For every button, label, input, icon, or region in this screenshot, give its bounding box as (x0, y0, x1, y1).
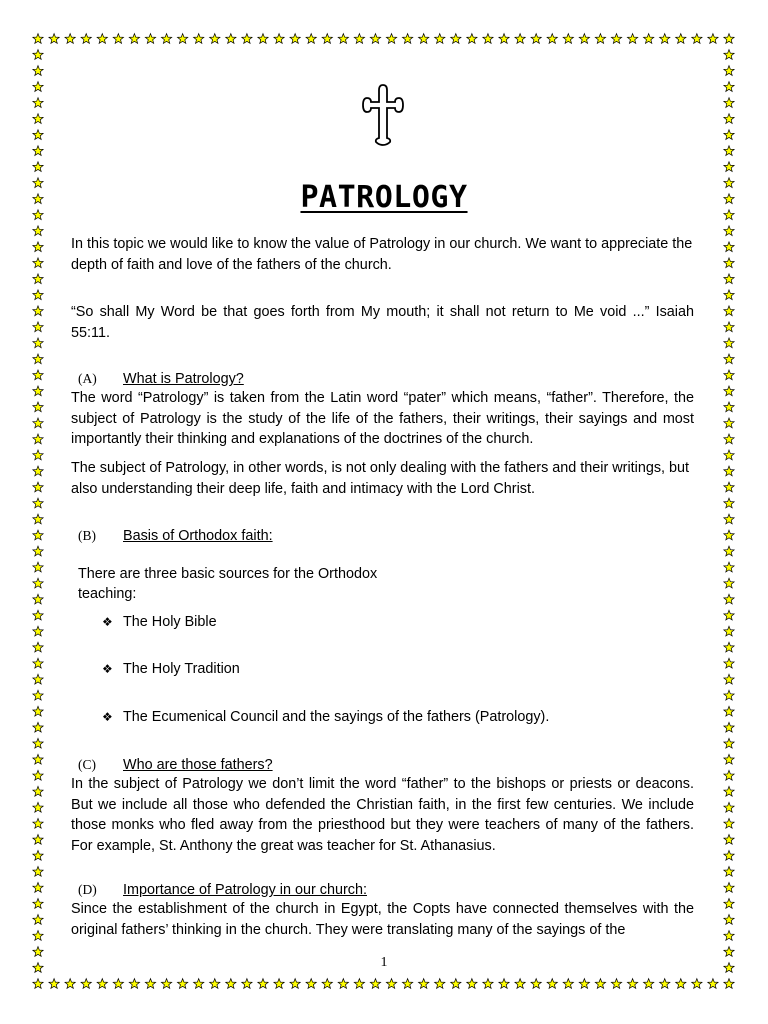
star-icon (499, 34, 509, 44)
star-icon (81, 979, 91, 989)
star-icon (338, 979, 348, 989)
star-icon (724, 915, 734, 925)
star-icon (419, 979, 429, 989)
star-icon (33, 322, 43, 332)
star-icon (290, 34, 300, 44)
star-icon (33, 290, 43, 300)
star-icon (708, 979, 718, 989)
star-icon (49, 34, 59, 44)
star-icon (676, 979, 686, 989)
star-icon (33, 738, 43, 748)
star-icon (65, 34, 75, 44)
star-icon (451, 34, 461, 44)
star-icon (611, 979, 621, 989)
diamond-bullet-icon: ❖ (102, 615, 113, 629)
star-icon (33, 450, 43, 460)
star-icon (33, 770, 43, 780)
star-icon (660, 979, 670, 989)
star-icon (226, 34, 236, 44)
star-icon (724, 786, 734, 796)
star-icon (724, 979, 734, 989)
star-icon (402, 979, 412, 989)
section-a-heading (78, 371, 244, 387)
star-icon (515, 34, 525, 44)
star-icon (258, 34, 268, 44)
star-icon (676, 34, 686, 44)
star-icon (33, 802, 43, 812)
star-icon (724, 466, 734, 476)
star-icon (33, 915, 43, 925)
section-b-letter: (B) (78, 528, 96, 543)
star-icon (145, 34, 155, 44)
star-icon (644, 34, 654, 44)
star-icon (724, 754, 734, 764)
star-icon (97, 34, 107, 44)
star-icon (627, 979, 637, 989)
section-d-paragraph: Since the establishment of the church in Egypt, the Copts have connected themselves with the original fathers’ thinking in the church. They were translating many of the sayings of the (71, 901, 694, 938)
star-icon (724, 338, 734, 348)
star-icon (724, 34, 734, 44)
star-icon (724, 130, 734, 140)
star-icon (724, 354, 734, 364)
star-icon (644, 979, 654, 989)
star-icon (33, 786, 43, 796)
star-icon (33, 530, 43, 540)
star-icon (33, 258, 43, 268)
star-icon (33, 274, 43, 284)
section-d-heading (78, 882, 367, 898)
star-icon (724, 770, 734, 780)
star-icon (177, 34, 187, 44)
star-icon (724, 66, 734, 76)
star-icon (724, 931, 734, 941)
star-icon (258, 979, 268, 989)
star-icon (33, 883, 43, 893)
section-c-letter: (C) (78, 757, 96, 772)
star-icon (724, 306, 734, 316)
star-icon (724, 642, 734, 652)
star-icon (33, 754, 43, 764)
star-icon (33, 114, 43, 124)
star-icon (33, 226, 43, 236)
star-icon (33, 242, 43, 252)
section-b-paragraph-line-1: There are three basic sources for the Orthodox (78, 566, 378, 582)
star-icon (724, 562, 734, 572)
star-icon (724, 834, 734, 844)
star-icon (354, 979, 364, 989)
star-icon (33, 482, 43, 492)
star-icon (483, 34, 493, 44)
star-icon (724, 274, 734, 284)
star-icon (724, 450, 734, 460)
section-c-heading (78, 757, 273, 773)
star-icon (33, 899, 43, 909)
list-item (102, 661, 240, 677)
star-icon (274, 34, 284, 44)
section-b-heading (78, 528, 273, 544)
star-icon (33, 386, 43, 396)
star-icon (451, 979, 461, 989)
star-icon (724, 82, 734, 92)
star-icon (33, 434, 43, 444)
star-icon (33, 626, 43, 636)
star-icon (33, 354, 43, 364)
page-number: 1 (380, 955, 388, 970)
star-icon (724, 226, 734, 236)
star-icon (33, 402, 43, 412)
star-icon (33, 34, 43, 44)
star-icon (724, 674, 734, 684)
star-icon (33, 642, 43, 652)
star-icon (370, 34, 380, 44)
star-icon (306, 34, 316, 44)
section-a-paragraph-1: The word “Patrology” is taken from the Latin word “pater” which means, “father”. Therefore, the subject of Patrology is the study of the life of the fathers, their writings, their sayings and most importantly their thinking and explanations of the doctrines of the church. (71, 390, 694, 448)
star-icon (33, 674, 43, 684)
star-icon (724, 370, 734, 380)
star-icon (531, 34, 541, 44)
star-icon (33, 578, 43, 588)
star-icon (724, 402, 734, 412)
star-icon (627, 34, 637, 44)
star-icon (81, 34, 91, 44)
star-icon (274, 979, 284, 989)
star-icon (724, 658, 734, 668)
intro-paragraph: In this topic we would like to know the value of Patrology in our church. We want to appreciate the depth of faith and love of the fathers of the church. (71, 236, 693, 273)
star-icon (33, 658, 43, 668)
star-icon (595, 34, 605, 44)
star-icon (33, 66, 43, 76)
star-icon (499, 979, 509, 989)
star-icon (129, 34, 139, 44)
star-icon (515, 979, 525, 989)
star-icon (129, 979, 139, 989)
section-a-title: What is Patrology? (123, 371, 244, 387)
star-icon (194, 34, 204, 44)
star-icon (467, 979, 477, 989)
star-icon (33, 130, 43, 140)
star-icon (386, 979, 396, 989)
star-icon (724, 386, 734, 396)
star-icon (65, 979, 75, 989)
star-icon (660, 34, 670, 44)
star-icon (33, 866, 43, 876)
star-icon (724, 610, 734, 620)
section-a-letter: (A) (78, 371, 97, 386)
section-c-title: Who are those fathers? (123, 757, 273, 773)
star-icon (354, 34, 364, 44)
star-icon (210, 979, 220, 989)
star-icon (33, 50, 43, 60)
star-icon (322, 34, 332, 44)
star-icon (145, 979, 155, 989)
star-icon (33, 562, 43, 572)
star-icon (724, 546, 734, 556)
section-c-paragraph: In the subject of Patrology we don’t limit the word “father” to the bishops or priests or deacons. But we include all those who defended the Christian faith, in the first few centuries. We include those monks who fled away from the priesthood but they were teachers of many of the fathers. For example, St. Anthony the great was teacher for St. Athanasius. (71, 776, 694, 854)
section-a-paragraph-2: The subject of Patrology, in other words, is not only dealing with the fathers and their writings, but also understanding their deep life, faith and intimacy with the Lord Christ. (71, 460, 690, 497)
star-icon (33, 466, 43, 476)
star-icon (708, 34, 718, 44)
star-icon (33, 722, 43, 732)
star-icon (467, 34, 477, 44)
star-icon (611, 34, 621, 44)
star-icon (33, 834, 43, 844)
star-icon (724, 578, 734, 588)
star-icon (724, 818, 734, 828)
page-title: PATROLOGY (300, 180, 468, 215)
star-icon (692, 34, 702, 44)
list-item-text: The Ecumenical Council and the sayings of the fathers (Patrology). (123, 709, 550, 725)
star-icon (161, 979, 171, 989)
star-icon (33, 594, 43, 604)
star-icon (33, 306, 43, 316)
section-d-title: Importance of Patrology in our church: (123, 882, 367, 898)
star-icon (724, 482, 734, 492)
star-icon (724, 883, 734, 893)
star-icon (33, 146, 43, 156)
star-icon (692, 979, 702, 989)
star-icon (290, 979, 300, 989)
star-icon (724, 530, 734, 540)
star-icon (33, 418, 43, 428)
section-b-title: Basis of Orthodox faith: (123, 528, 273, 544)
star-icon (419, 34, 429, 44)
star-icon (33, 546, 43, 556)
star-icon (322, 979, 332, 989)
star-icon (33, 514, 43, 524)
star-icon (210, 34, 220, 44)
star-icon (724, 146, 734, 156)
list-item-text: The Holy Tradition (123, 661, 240, 677)
list-item-text: The Holy Bible (123, 614, 217, 630)
star-icon (724, 866, 734, 876)
star-icon (33, 818, 43, 828)
star-icon (113, 34, 123, 44)
star-icon (113, 979, 123, 989)
star-icon (194, 979, 204, 989)
star-icon (161, 34, 171, 44)
star-icon (724, 706, 734, 716)
star-icon (402, 34, 412, 44)
star-icon (724, 418, 734, 428)
diamond-bullet-icon: ❖ (102, 710, 113, 724)
star-icon (33, 370, 43, 380)
star-icon (724, 690, 734, 700)
star-icon (724, 50, 734, 60)
star-icon (242, 979, 252, 989)
star-icon (33, 690, 43, 700)
star-icon (33, 610, 43, 620)
star-icon (724, 98, 734, 108)
star-icon (33, 98, 43, 108)
star-icon (547, 34, 557, 44)
star-icon (724, 594, 734, 604)
section-d-letter: (D) (78, 882, 97, 897)
diamond-bullet-icon: ❖ (102, 662, 113, 676)
star-icon (724, 242, 734, 252)
quote-paragraph: “So shall My Word be that goes forth from My mouth; it shall not return to Me void ...” Isaiah 55:11. (71, 304, 694, 341)
star-icon (563, 979, 573, 989)
star-icon (483, 979, 493, 989)
star-icon (33, 706, 43, 716)
section-b-paragraph-line-2: teaching: (78, 586, 137, 602)
star-icon (724, 514, 734, 524)
star-icon (724, 290, 734, 300)
star-icon (242, 34, 252, 44)
star-icon (724, 114, 734, 124)
star-icon (724, 738, 734, 748)
star-icon (306, 979, 316, 989)
star-icon (724, 434, 734, 444)
star-icon (386, 34, 396, 44)
star-icon (563, 34, 573, 44)
star-icon (33, 82, 43, 92)
star-icon (435, 979, 445, 989)
star-icon (547, 979, 557, 989)
star-icon (97, 979, 107, 989)
star-icon (435, 34, 445, 44)
star-icon (724, 322, 734, 332)
star-icon (724, 722, 734, 732)
star-icon (49, 979, 59, 989)
star-icon (338, 34, 348, 44)
star-icon (724, 802, 734, 812)
star-icon (531, 979, 541, 989)
star-icon (579, 979, 589, 989)
star-icon (226, 979, 236, 989)
star-icon (33, 498, 43, 508)
star-icon (724, 162, 734, 172)
star-icon (724, 258, 734, 268)
star-icon (33, 850, 43, 860)
star-icon (579, 34, 589, 44)
star-icon (33, 979, 43, 989)
star-icon (33, 338, 43, 348)
star-icon (724, 498, 734, 508)
list-item (102, 709, 549, 725)
star-icon (724, 899, 734, 909)
star-icon (595, 979, 605, 989)
star-icon (33, 162, 43, 172)
star-icon (177, 979, 187, 989)
star-icon (724, 850, 734, 860)
cross-icon (362, 84, 404, 146)
star-icon (724, 626, 734, 636)
star-icon (370, 979, 380, 989)
list-item (102, 614, 217, 630)
star-icon (33, 931, 43, 941)
